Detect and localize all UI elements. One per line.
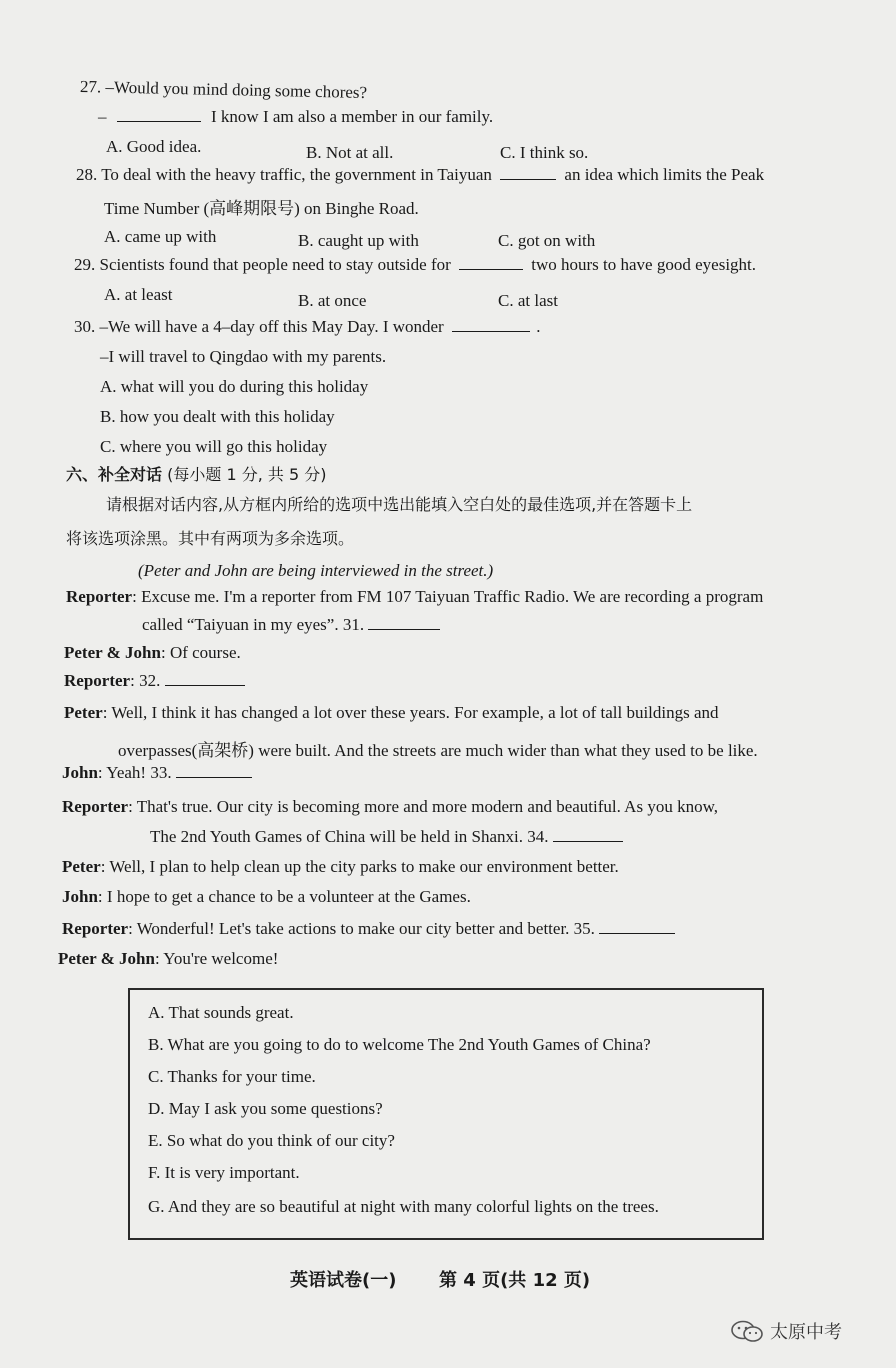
dialogue-line: Reporter: Excuse me. I'm a reporter from FM 107 Taiyuan Traffic Radio. We are recording a program	[66, 587, 764, 606]
q30-stem-part1: 30. –We will have a 4–day off this May Day. I wonder	[74, 317, 444, 336]
dialogue-scene: (Peter and John are being interviewed in the street.)	[138, 561, 494, 580]
q30-option-c: C. where you will go this holiday	[100, 437, 328, 456]
blank-34	[553, 827, 623, 842]
q28-stem	[76, 164, 764, 186]
option-b: B. What are you going to do to welcome The 2nd Youth Games of China?	[148, 1035, 651, 1054]
dialogue-speaker: Peter & John	[58, 949, 155, 968]
q30-blank	[452, 317, 530, 332]
q28-stem-line2: Time Number (高峰期限号) on Binghe Road.	[104, 199, 419, 218]
option-e: E. So what do you think of our city?	[148, 1131, 395, 1150]
dialogue-text: That's true. Our city is becoming more and more modern and beautiful. As you know,	[136, 797, 718, 816]
q27-option-a: A. Good idea.	[106, 137, 202, 156]
dialogue-text: 32.	[139, 671, 161, 690]
q28-option-c: C. got on with	[498, 231, 596, 250]
dialogue-line	[142, 614, 440, 636]
option-g: G. And they are so beautiful at night with many colorful lights on the trees.	[148, 1197, 659, 1216]
q29-option-a: A. at least	[104, 285, 173, 304]
dialogue-text: Of course.	[169, 643, 241, 662]
option-a: A. That sounds great.	[148, 1003, 294, 1022]
section6-instructions-1: 请根据对话内容,从方框内所给的选项中选出能填入空白处的最佳选项,并在答题卡上	[106, 495, 693, 514]
dialogue-text: I hope to get a chance to be a volunteer at the Games.	[106, 887, 471, 906]
q27-response: I know I am also a member in our family.	[211, 107, 494, 126]
q28-stem-part2: an idea which limits the Peak	[564, 165, 765, 184]
page-number: 第 4 页(共 12 页)	[439, 1270, 591, 1291]
dialogue-text: called “Taiyuan in my eyes”. 31.	[142, 615, 365, 634]
dialogue-speaker: Reporter	[62, 797, 129, 816]
dialogue-line: Peter: Well, I think it has changed a lot over these years. For example, a lot of tall buildings and	[64, 703, 719, 722]
dialogue-speaker: John	[62, 763, 98, 782]
blank-33	[176, 763, 252, 778]
blank-35	[599, 919, 675, 934]
q30-stem	[74, 316, 540, 338]
option-f: F. It is very important.	[148, 1163, 300, 1182]
dialogue-text: Well, I think it has changed a lot over these years. For example, a lot of tall buildings and	[111, 703, 719, 722]
dialogue-speaker: Reporter	[66, 587, 133, 606]
section6-heading: 六、补全对话	[66, 465, 163, 484]
q29-option-c: C. at last	[498, 291, 558, 310]
section6-instructions-2: 将该选项涂黑。其中有两项为多余选项。	[66, 529, 355, 548]
q27-dash: –	[98, 107, 107, 126]
q30-option-a: A. what will you do during this holiday	[100, 377, 369, 396]
watermark	[730, 1318, 842, 1344]
q27-stem: 27. –Would you mind doing some chores?	[79, 77, 368, 103]
q29-blank	[459, 255, 523, 270]
paper-title: 英语试卷(一)	[290, 1270, 397, 1291]
q29-stem-part1: 29. Scientists found that people need to stay outside for	[74, 255, 451, 274]
dialogue-line: John: I hope to get a chance to be a volunteer at the Games.	[62, 887, 471, 906]
dialogue-text: overpasses(高架桥) were built. And the streets are much wider than what they used to be like.	[118, 741, 758, 760]
q29-option-b: B. at once	[298, 291, 367, 310]
dialogue-text: Well, I plan to help clean up the city parks to make our environment better.	[109, 857, 619, 876]
dialogue-line: Peter & John: Of course.	[64, 643, 241, 662]
q30-option-b: B. how you dealt with this holiday	[100, 407, 335, 426]
blank-31	[368, 615, 440, 630]
option-c: C. Thanks for your time.	[148, 1067, 316, 1086]
q27-blank	[117, 107, 201, 122]
dialogue-speaker: Peter	[64, 703, 103, 722]
dialogue-speaker: John	[62, 887, 98, 906]
dialogue-line: Reporter: Wonderful! Let's take actions to make our city better and better. 35.	[62, 918, 675, 940]
dialogue-speaker: Peter	[62, 857, 101, 876]
dialogue-speaker: Peter & John	[64, 643, 161, 662]
dialogue-text: You're welcome!	[163, 949, 279, 968]
dialogue-line: Reporter: 32.	[64, 670, 245, 692]
dialogue-speaker: Reporter	[62, 919, 129, 938]
section6-score: (每小题 1 分, 共 5 分)	[167, 465, 327, 484]
section6-header	[66, 464, 326, 486]
dialogue-line	[118, 740, 758, 762]
q29-stem-part2: two hours to have good eyesight.	[531, 255, 757, 274]
dialogue-line: Peter & John: You're welcome!	[58, 949, 279, 968]
dialogue-text: Yeah! 33.	[106, 763, 172, 782]
dialogue-line	[150, 826, 623, 848]
watermark-text: 太原中考	[770, 1322, 842, 1343]
q30-response: –I will travel to Qingdao with my parents.	[100, 347, 387, 366]
dialogue-line: John: Yeah! 33.	[62, 762, 252, 784]
q27-option-c: C. I think so.	[500, 143, 589, 162]
dialogue-text: Wonderful! Let's take actions to make our city better and better. 35.	[136, 919, 595, 938]
options-box	[128, 988, 764, 1240]
q28-stem-part1: 28. To deal with the heavy traffic, the government in Taiyuan	[76, 165, 492, 184]
q29-stem	[74, 254, 756, 276]
q27-option-b: B. Not at all.	[306, 143, 394, 162]
page-footer	[290, 1266, 590, 1292]
dialogue-speaker: Reporter	[64, 671, 131, 690]
dialogue-text: The 2nd Youth Games of China will be held in Shanxi. 34.	[150, 827, 549, 846]
q28-option-a: A. came up with	[104, 227, 217, 246]
q30-stem-part2: .	[536, 317, 541, 336]
q28-blank	[500, 165, 556, 180]
q28-option-b: B. caught up with	[298, 231, 419, 250]
wechat-icon	[730, 1319, 764, 1343]
option-d: D. May I ask you some questions?	[148, 1099, 383, 1118]
dialogue-line: Reporter: That's true. Our city is becoming more and more modern and beautiful. As you know,	[62, 797, 718, 816]
dialogue-text: Excuse me. I'm a reporter from FM 107 Taiyuan Traffic Radio. We are recording a program	[141, 587, 764, 606]
q27-answer-line	[98, 106, 493, 128]
blank-32	[165, 671, 245, 686]
dialogue-line: Peter: Well, I plan to help clean up the city parks to make our environment better.	[62, 857, 619, 876]
